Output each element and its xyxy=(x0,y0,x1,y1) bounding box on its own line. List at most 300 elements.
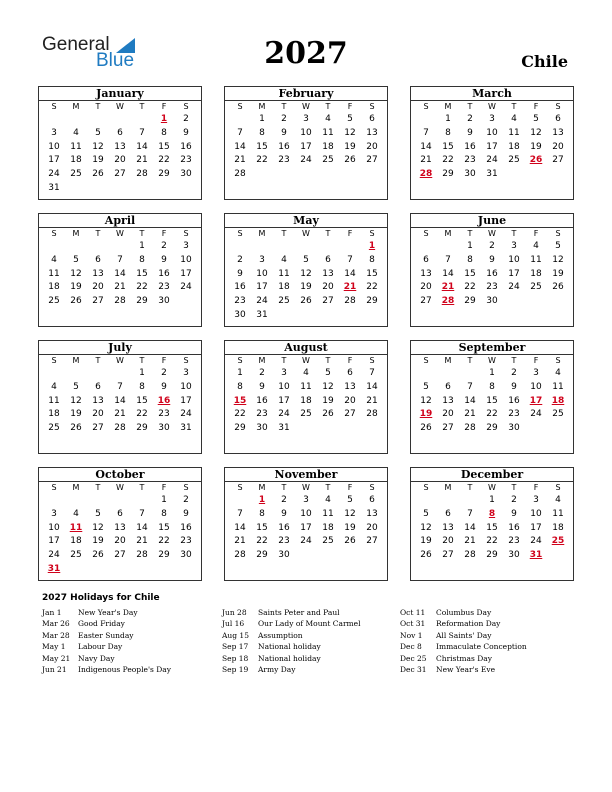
day-cell: 15 xyxy=(158,141,170,152)
day-cell: 9 xyxy=(259,381,265,392)
weekday-header: M xyxy=(258,483,266,492)
weekday-header: W xyxy=(302,483,310,492)
day-cell: 4 xyxy=(325,114,331,124)
day-cell: 6 xyxy=(369,114,375,124)
weekday-header: T xyxy=(325,102,331,111)
day-cell: 4 xyxy=(555,495,561,505)
day-cell: 13 xyxy=(322,268,334,279)
day-cell: 5 xyxy=(73,254,79,265)
day-cell: 22 xyxy=(486,536,498,547)
day-cell: 17 xyxy=(278,395,290,406)
month-october xyxy=(38,467,202,581)
day-cell: 7 xyxy=(237,127,243,138)
weekday-header: F xyxy=(161,102,167,111)
day-cell: 21 xyxy=(234,536,246,547)
logo-text-blue: Blue xyxy=(96,50,135,71)
holiday-date: Dec 8 xyxy=(400,642,422,652)
day-cell: 27 xyxy=(366,155,378,166)
day-cell: 11 xyxy=(300,381,312,392)
day-cell: 30 xyxy=(464,169,476,180)
weekday-header: M xyxy=(444,356,452,365)
empty-day-cell xyxy=(339,240,361,254)
day-cell: 3 xyxy=(259,254,265,265)
day-cell: 27 xyxy=(92,423,104,434)
day-cell: 4 xyxy=(281,254,287,265)
weekday-header: W xyxy=(116,483,124,492)
day-cell: 8 xyxy=(445,127,451,138)
weekday-header: F xyxy=(347,102,353,111)
weekday-header: T xyxy=(511,102,517,111)
day-cell: 5 xyxy=(423,508,429,519)
day-cell: 21 xyxy=(234,155,246,166)
day-cell: 10 xyxy=(530,508,542,519)
holiday-day-cell: 28 xyxy=(441,296,455,307)
day-cell: 30 xyxy=(278,550,290,561)
day-cell: 18 xyxy=(508,141,520,152)
holiday-day-cell: 28 xyxy=(419,169,433,180)
day-cell: 14 xyxy=(464,395,476,406)
weekday-header: T xyxy=(281,483,287,492)
day-cell: 20 xyxy=(442,536,454,547)
weekday-header: S xyxy=(555,483,561,492)
day-cell: 1 xyxy=(259,114,265,124)
day-cell: 3 xyxy=(303,114,309,124)
day-cell: 27 xyxy=(366,536,378,547)
holiday-row xyxy=(42,664,218,675)
day-cell: 21 xyxy=(114,282,126,293)
weekday-header: F xyxy=(347,356,353,365)
day-cell: 24 xyxy=(300,155,312,166)
holiday-name: Indigenous People's Day xyxy=(78,664,171,674)
day-cell: 28 xyxy=(464,423,476,434)
holiday-row xyxy=(42,641,218,652)
day-cell: 12 xyxy=(70,268,82,279)
holiday-date: Jan 1 xyxy=(42,608,62,617)
weekday-header: M xyxy=(444,229,452,238)
holiday-day-cell: 21 xyxy=(441,282,455,293)
day-cell: 23 xyxy=(158,409,170,420)
holiday-row xyxy=(42,607,218,618)
day-cell: 18 xyxy=(48,409,60,420)
month-september xyxy=(410,340,574,454)
day-cell: 22 xyxy=(158,536,170,547)
day-cell: 1 xyxy=(139,368,145,378)
day-cell: 5 xyxy=(423,381,429,392)
day-cell: 15 xyxy=(486,522,498,533)
day-cell: 23 xyxy=(464,155,476,166)
day-cell: 24 xyxy=(256,296,268,307)
day-cell: 4 xyxy=(555,368,561,378)
day-cell: 1 xyxy=(489,495,495,505)
day-cell: 17 xyxy=(256,282,268,293)
day-cell: 6 xyxy=(369,495,375,505)
holiday-date: Jun 21 xyxy=(42,664,67,674)
day-cell: 12 xyxy=(300,268,312,279)
weekday-header: S xyxy=(183,356,189,365)
day-cell: 22 xyxy=(158,155,170,166)
day-cell: 25 xyxy=(48,296,60,307)
month-name: April xyxy=(39,214,201,228)
empty-day-cell xyxy=(415,367,437,381)
empty-day-cell xyxy=(109,494,131,508)
day-cell: 20 xyxy=(366,141,378,152)
empty-day-cell xyxy=(459,494,481,508)
day-cell: 19 xyxy=(92,536,104,547)
day-cell: 16 xyxy=(278,522,290,533)
day-cell: 10 xyxy=(48,522,60,533)
day-cell: 25 xyxy=(322,536,334,547)
weekday-header: W xyxy=(488,102,496,111)
holiday-day-cell: 15 xyxy=(233,395,247,406)
day-cell: 27 xyxy=(442,423,454,434)
day-cell: 12 xyxy=(420,522,432,533)
day-cell: 11 xyxy=(508,127,520,138)
holiday-row xyxy=(42,653,218,664)
day-cell: 14 xyxy=(420,141,432,152)
day-cell: 28 xyxy=(114,296,126,307)
holiday-row xyxy=(222,641,398,652)
holiday-date: Sep 17 xyxy=(222,642,249,652)
day-cell: 19 xyxy=(530,141,542,152)
empty-day-cell xyxy=(437,367,459,381)
day-cell: 8 xyxy=(259,508,265,519)
day-cell: 14 xyxy=(136,522,148,533)
holiday-name: Easter Sunday xyxy=(78,630,134,640)
weekday-header: T xyxy=(467,356,473,365)
day-cell: 10 xyxy=(48,141,60,152)
day-cell: 26 xyxy=(420,550,432,561)
day-cell: 19 xyxy=(70,409,82,420)
weekday-header: T xyxy=(467,229,473,238)
day-cell: 15 xyxy=(256,141,268,152)
day-cell: 16 xyxy=(180,141,192,152)
day-cell: 13 xyxy=(114,141,126,152)
holiday-name: New Year's Eve xyxy=(436,664,496,674)
day-cell: 10 xyxy=(300,127,312,138)
day-grid xyxy=(225,228,387,325)
weekday-header: W xyxy=(488,483,496,492)
day-cell: 11 xyxy=(552,381,564,392)
day-cell: 29 xyxy=(256,550,268,561)
day-cell: 10 xyxy=(278,381,290,392)
holiday-date: Aug 15 xyxy=(222,630,249,640)
weekday-header: S xyxy=(237,356,243,365)
day-cell: 30 xyxy=(256,423,268,434)
day-cell: 7 xyxy=(369,368,375,378)
day-cell: 19 xyxy=(344,522,356,533)
day-cell: 10 xyxy=(508,254,520,265)
day-cell: 8 xyxy=(161,127,167,138)
weekday-header: S xyxy=(51,102,57,111)
day-cell: 26 xyxy=(322,409,334,420)
day-cell: 7 xyxy=(467,508,473,519)
day-cell: 6 xyxy=(555,114,561,124)
empty-day-cell xyxy=(87,367,109,381)
empty-day-cell xyxy=(65,113,87,127)
day-cell: 15 xyxy=(136,395,148,406)
weekday-header: S xyxy=(183,483,189,492)
day-cell: 25 xyxy=(530,282,542,293)
day-cell: 27 xyxy=(114,169,126,180)
weekday-header: T xyxy=(467,102,473,111)
day-cell: 6 xyxy=(95,254,101,265)
month-november xyxy=(224,467,388,581)
day-cell: 13 xyxy=(552,127,564,138)
day-cell: 8 xyxy=(161,508,167,519)
day-cell: 19 xyxy=(70,282,82,293)
day-cell: 23 xyxy=(278,536,290,547)
day-cell: 29 xyxy=(486,550,498,561)
day-cell: 7 xyxy=(139,508,145,519)
weekday-header: S xyxy=(423,102,429,111)
day-cell: 2 xyxy=(161,368,167,378)
day-cell: 21 xyxy=(464,536,476,547)
day-cell: 11 xyxy=(70,141,82,152)
weekday-header: T xyxy=(139,483,145,492)
day-cell: 23 xyxy=(508,409,520,420)
empty-day-cell xyxy=(87,113,109,127)
empty-day-cell xyxy=(317,240,339,254)
day-cell: 28 xyxy=(366,409,378,420)
weekday-header: S xyxy=(369,102,375,111)
day-cell: 27 xyxy=(442,550,454,561)
day-cell: 30 xyxy=(180,169,192,180)
empty-day-cell xyxy=(87,240,109,254)
weekday-header: T xyxy=(95,483,101,492)
day-cell: 30 xyxy=(508,550,520,561)
day-cell: 5 xyxy=(555,241,561,251)
day-cell: 22 xyxy=(442,155,454,166)
holiday-row xyxy=(42,618,218,629)
day-cell: 3 xyxy=(183,241,189,251)
holiday-day-cell: 16 xyxy=(157,395,171,406)
month-july xyxy=(38,340,202,454)
day-cell: 15 xyxy=(442,141,454,152)
day-cell: 25 xyxy=(70,550,82,561)
day-cell: 27 xyxy=(92,296,104,307)
day-cell: 13 xyxy=(420,268,432,279)
day-cell: 31 xyxy=(486,169,498,180)
day-cell: 18 xyxy=(322,141,334,152)
day-cell: 18 xyxy=(300,395,312,406)
day-cell: 9 xyxy=(511,381,517,392)
empty-day-cell xyxy=(43,367,65,381)
day-cell: 11 xyxy=(322,508,334,519)
day-cell: 9 xyxy=(183,127,189,138)
day-cell: 5 xyxy=(95,508,101,519)
day-cell: 23 xyxy=(508,536,520,547)
country-title: Chile xyxy=(521,52,568,71)
day-grid xyxy=(225,101,387,184)
day-cell: 14 xyxy=(344,268,356,279)
day-cell: 9 xyxy=(281,508,287,519)
empty-day-cell xyxy=(415,240,437,254)
weekday-header: S xyxy=(555,102,561,111)
day-cell: 31 xyxy=(180,423,192,434)
holiday-date: Nov 1 xyxy=(400,630,423,640)
day-cell: 8 xyxy=(259,127,265,138)
empty-day-cell xyxy=(43,494,65,508)
day-cell: 5 xyxy=(347,495,353,505)
logo-text-general: General xyxy=(42,34,110,55)
day-cell: 20 xyxy=(420,282,432,293)
day-cell: 28 xyxy=(136,169,148,180)
month-february xyxy=(224,86,388,200)
day-cell: 30 xyxy=(180,550,192,561)
day-cell: 6 xyxy=(325,254,331,265)
day-cell: 13 xyxy=(442,522,454,533)
day-cell: 13 xyxy=(366,127,378,138)
weekday-header: T xyxy=(281,356,287,365)
day-grid xyxy=(411,355,573,438)
weekday-header: T xyxy=(139,356,145,365)
day-cell: 13 xyxy=(442,395,454,406)
day-cell: 18 xyxy=(70,155,82,166)
day-cell: 20 xyxy=(92,282,104,293)
day-cell: 25 xyxy=(278,296,290,307)
day-cell: 25 xyxy=(508,155,520,166)
day-cell: 28 xyxy=(344,296,356,307)
empty-day-cell xyxy=(109,113,131,127)
day-cell: 29 xyxy=(136,423,148,434)
day-cell: 6 xyxy=(95,381,101,392)
holiday-date: Jun 28 xyxy=(222,608,247,617)
weekday-header: S xyxy=(51,356,57,365)
generalblue-logo xyxy=(42,34,142,74)
month-december xyxy=(410,467,574,581)
weekday-header: S xyxy=(183,102,189,111)
day-cell: 10 xyxy=(486,127,498,138)
day-cell: 18 xyxy=(70,536,82,547)
holiday-name: National holiday xyxy=(258,642,321,652)
holidays-column xyxy=(222,607,398,675)
holiday-day-cell: 11 xyxy=(69,522,83,533)
day-cell: 2 xyxy=(511,368,517,378)
day-cell: 24 xyxy=(530,536,542,547)
day-cell: 2 xyxy=(489,241,495,251)
holiday-name: Army Day xyxy=(258,664,296,674)
day-cell: 3 xyxy=(281,368,287,378)
day-cell: 26 xyxy=(420,423,432,434)
weekday-header: S xyxy=(369,229,375,238)
month-march xyxy=(410,86,574,200)
day-cell: 22 xyxy=(464,282,476,293)
day-cell: 4 xyxy=(51,254,57,265)
day-cell: 11 xyxy=(552,508,564,519)
day-cell: 10 xyxy=(300,508,312,519)
holiday-name: New Year's Day xyxy=(78,608,138,617)
day-cell: 20 xyxy=(114,536,126,547)
holiday-day-cell: 19 xyxy=(419,409,433,420)
day-cell: 13 xyxy=(114,522,126,533)
day-cell: 27 xyxy=(114,550,126,561)
weekday-header: W xyxy=(488,356,496,365)
empty-day-cell xyxy=(43,113,65,127)
day-cell: 8 xyxy=(139,381,145,392)
weekday-header: S xyxy=(423,356,429,365)
day-cell: 4 xyxy=(303,368,309,378)
day-cell: 24 xyxy=(300,536,312,547)
day-cell: 16 xyxy=(180,522,192,533)
day-cell: 25 xyxy=(322,155,334,166)
day-cell: 22 xyxy=(486,409,498,420)
month-april xyxy=(38,213,202,327)
weekday-header: T xyxy=(511,229,517,238)
day-cell: 17 xyxy=(300,141,312,152)
weekday-header: M xyxy=(72,229,80,238)
day-cell: 26 xyxy=(300,296,312,307)
day-cell: 15 xyxy=(464,268,476,279)
day-cell: 2 xyxy=(237,254,243,265)
holiday-row xyxy=(222,618,398,629)
day-cell: 31 xyxy=(278,423,290,434)
day-cell: 29 xyxy=(136,296,148,307)
weekday-header: M xyxy=(444,102,452,111)
weekday-header: S xyxy=(423,229,429,238)
month-name: May xyxy=(225,214,387,228)
day-cell: 17 xyxy=(508,268,520,279)
holiday-day-cell: 8 xyxy=(488,508,496,519)
holiday-day-cell: 21 xyxy=(343,282,357,293)
day-cell: 3 xyxy=(51,508,57,519)
weekday-header: T xyxy=(95,356,101,365)
day-cell: 26 xyxy=(92,169,104,180)
weekday-header: F xyxy=(347,483,353,492)
day-cell: 8 xyxy=(467,254,473,265)
day-cell: 5 xyxy=(347,114,353,124)
holiday-name: Immaculate Conception xyxy=(436,642,527,652)
day-cell: 29 xyxy=(486,423,498,434)
empty-day-cell xyxy=(415,494,437,508)
holidays-list-title: 2027 Holidays for Chile xyxy=(42,593,160,603)
day-cell: 17 xyxy=(180,268,192,279)
holiday-day-cell: 25 xyxy=(551,536,565,547)
month-name: December xyxy=(411,468,573,482)
day-cell: 2 xyxy=(281,495,287,505)
weekday-header: S xyxy=(183,229,189,238)
day-cell: 26 xyxy=(344,155,356,166)
day-cell: 7 xyxy=(445,254,451,265)
day-cell: 16 xyxy=(278,141,290,152)
day-cell: 2 xyxy=(511,495,517,505)
holiday-row xyxy=(42,630,218,641)
day-cell: 30 xyxy=(508,423,520,434)
weekday-header: T xyxy=(325,229,331,238)
day-cell: 6 xyxy=(445,508,451,519)
empty-day-cell xyxy=(437,240,459,254)
day-cell: 17 xyxy=(48,155,60,166)
empty-day-cell xyxy=(65,367,87,381)
day-cell: 7 xyxy=(139,127,145,138)
holiday-row xyxy=(222,607,398,618)
day-grid xyxy=(39,355,201,438)
day-cell: 5 xyxy=(95,127,101,138)
month-january xyxy=(38,86,202,200)
day-cell: 11 xyxy=(322,127,334,138)
day-cell: 3 xyxy=(51,127,57,138)
day-cell: 9 xyxy=(161,381,167,392)
day-cell: 17 xyxy=(530,522,542,533)
holidays-column xyxy=(400,607,576,675)
weekday-header: F xyxy=(533,356,539,365)
holiday-date: Jul 16 xyxy=(222,619,245,629)
weekday-header: S xyxy=(555,229,561,238)
day-cell: 24 xyxy=(180,409,192,420)
day-cell: 3 xyxy=(489,114,495,124)
day-cell: 1 xyxy=(445,114,451,124)
day-cell: 5 xyxy=(325,368,331,378)
weekday-header: M xyxy=(72,102,80,111)
